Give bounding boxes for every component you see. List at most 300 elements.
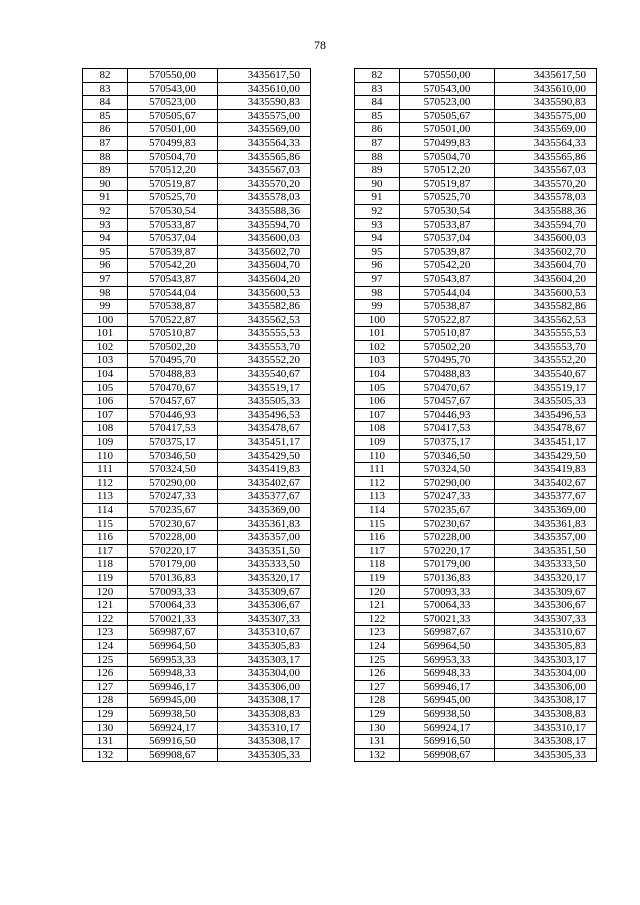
column-gap xyxy=(311,340,355,354)
right-y-coordinate: 3435505,33 xyxy=(495,395,597,409)
right-y-coordinate: 3435540,67 xyxy=(495,368,597,382)
table-row xyxy=(83,272,597,286)
left-point-number: 108 xyxy=(83,422,128,436)
column-gap xyxy=(311,626,355,640)
left-x-coordinate: 570538,87 xyxy=(128,300,218,314)
left-x-coordinate: 570179,00 xyxy=(128,558,218,572)
left-y-coordinate: 3435377,67 xyxy=(218,490,311,504)
right-point-number: 84 xyxy=(355,96,400,110)
column-gap xyxy=(311,300,355,314)
left-x-coordinate: 570543,87 xyxy=(128,272,218,286)
left-y-coordinate: 3435451,17 xyxy=(218,436,311,450)
right-x-coordinate: 570417,53 xyxy=(400,422,495,436)
table-row xyxy=(83,136,597,150)
table-row xyxy=(83,721,597,735)
column-gap xyxy=(311,164,355,178)
right-y-coordinate: 3435604,20 xyxy=(495,272,597,286)
table-row xyxy=(83,368,597,382)
left-x-coordinate: 570417,53 xyxy=(128,422,218,436)
right-y-coordinate: 3435320,17 xyxy=(495,571,597,585)
right-x-coordinate: 570512,20 xyxy=(400,164,495,178)
right-y-coordinate: 3435309,67 xyxy=(495,585,597,599)
right-y-coordinate: 3435567,03 xyxy=(495,164,597,178)
right-x-coordinate: 570538,87 xyxy=(400,300,495,314)
left-point-number: 95 xyxy=(83,245,128,259)
right-x-coordinate: 570290,00 xyxy=(400,476,495,490)
left-y-coordinate: 3435578,03 xyxy=(218,191,311,205)
left-y-coordinate: 3435304,00 xyxy=(218,667,311,681)
right-point-number: 87 xyxy=(355,136,400,150)
right-y-coordinate: 3435303,17 xyxy=(495,653,597,667)
right-x-coordinate: 569924,17 xyxy=(400,721,495,735)
right-point-number: 82 xyxy=(355,69,400,83)
right-y-coordinate: 3435569,00 xyxy=(495,123,597,137)
column-gap xyxy=(311,218,355,232)
table-row xyxy=(83,463,597,477)
right-point-number: 106 xyxy=(355,395,400,409)
right-x-coordinate: 570502,20 xyxy=(400,340,495,354)
left-point-number: 90 xyxy=(83,177,128,191)
left-x-coordinate: 570136,83 xyxy=(128,571,218,585)
left-point-number: 86 xyxy=(83,123,128,137)
left-point-number: 115 xyxy=(83,517,128,531)
left-point-number: 98 xyxy=(83,286,128,300)
left-point-number: 123 xyxy=(83,626,128,640)
right-y-coordinate: 3435361,83 xyxy=(495,517,597,531)
column-gap xyxy=(311,735,355,749)
right-x-coordinate: 570550,00 xyxy=(400,69,495,83)
right-y-coordinate: 3435604,70 xyxy=(495,259,597,273)
left-y-coordinate: 3435309,67 xyxy=(218,585,311,599)
left-point-number: 92 xyxy=(83,204,128,218)
column-gap xyxy=(311,395,355,409)
right-y-coordinate: 3435590,83 xyxy=(495,96,597,110)
right-point-number: 93 xyxy=(355,218,400,232)
left-x-coordinate: 570470,67 xyxy=(128,381,218,395)
column-gap xyxy=(311,476,355,490)
left-x-coordinate: 570488,83 xyxy=(128,368,218,382)
left-point-number: 88 xyxy=(83,150,128,164)
right-x-coordinate: 570543,87 xyxy=(400,272,495,286)
left-x-coordinate: 569948,33 xyxy=(128,667,218,681)
table-row xyxy=(83,585,597,599)
table-row xyxy=(83,177,597,191)
table-row xyxy=(83,490,597,504)
table-row xyxy=(83,735,597,749)
column-gap xyxy=(311,259,355,273)
right-y-coordinate: 3435562,53 xyxy=(495,313,597,327)
left-y-coordinate: 3435569,00 xyxy=(218,123,311,137)
table-row xyxy=(83,449,597,463)
right-y-coordinate: 3435308,17 xyxy=(495,694,597,708)
left-x-coordinate: 570499,83 xyxy=(128,136,218,150)
right-y-coordinate: 3435305,33 xyxy=(495,748,597,762)
left-y-coordinate: 3435594,70 xyxy=(218,218,311,232)
table-row xyxy=(83,300,597,314)
table-row xyxy=(83,232,597,246)
left-point-number: 106 xyxy=(83,395,128,409)
left-point-number: 87 xyxy=(83,136,128,150)
table-row xyxy=(83,245,597,259)
right-x-coordinate: 570220,17 xyxy=(400,544,495,558)
left-y-coordinate: 3435567,03 xyxy=(218,164,311,178)
left-point-number: 110 xyxy=(83,449,128,463)
right-y-coordinate: 3435333,50 xyxy=(495,558,597,572)
table-row xyxy=(83,422,597,436)
column-gap xyxy=(311,653,355,667)
right-y-coordinate: 3435519,17 xyxy=(495,381,597,395)
table-row xyxy=(83,204,597,218)
right-x-coordinate: 570247,33 xyxy=(400,490,495,504)
column-gap xyxy=(311,449,355,463)
table-row xyxy=(83,517,597,531)
left-x-coordinate: 570522,87 xyxy=(128,313,218,327)
left-x-coordinate: 569946,17 xyxy=(128,680,218,694)
right-point-number: 126 xyxy=(355,667,400,681)
right-x-coordinate: 569945,00 xyxy=(400,694,495,708)
left-point-number: 113 xyxy=(83,490,128,504)
left-y-coordinate: 3435590,83 xyxy=(218,96,311,110)
right-y-coordinate: 3435306,67 xyxy=(495,599,597,613)
right-x-coordinate: 570530,54 xyxy=(400,204,495,218)
right-x-coordinate: 570542,20 xyxy=(400,259,495,273)
column-gap xyxy=(311,368,355,382)
left-point-number: 109 xyxy=(83,436,128,450)
left-x-coordinate: 570525,70 xyxy=(128,191,218,205)
column-gap xyxy=(311,327,355,341)
right-point-number: 122 xyxy=(355,612,400,626)
left-y-coordinate: 3435308,83 xyxy=(218,707,311,721)
column-gap xyxy=(311,354,355,368)
left-y-coordinate: 3435600,53 xyxy=(218,286,311,300)
table-row xyxy=(83,218,597,232)
left-x-coordinate: 569916,50 xyxy=(128,735,218,749)
right-y-coordinate: 3435610,00 xyxy=(495,82,597,96)
left-x-coordinate: 569945,00 xyxy=(128,694,218,708)
right-x-coordinate: 570539,87 xyxy=(400,245,495,259)
left-point-number: 122 xyxy=(83,612,128,626)
right-point-number: 83 xyxy=(355,82,400,96)
column-gap xyxy=(311,517,355,531)
column-gap xyxy=(311,585,355,599)
right-x-coordinate: 569953,33 xyxy=(400,653,495,667)
right-point-number: 120 xyxy=(355,585,400,599)
right-x-coordinate: 570136,83 xyxy=(400,571,495,585)
left-point-number: 97 xyxy=(83,272,128,286)
right-y-coordinate: 3435602,70 xyxy=(495,245,597,259)
left-x-coordinate: 570530,54 xyxy=(128,204,218,218)
left-point-number: 128 xyxy=(83,694,128,708)
table-row xyxy=(83,531,597,545)
left-x-coordinate: 570505,67 xyxy=(128,109,218,123)
left-x-coordinate: 570523,00 xyxy=(128,96,218,110)
right-y-coordinate: 3435582,86 xyxy=(495,300,597,314)
right-point-number: 128 xyxy=(355,694,400,708)
left-y-coordinate: 3435306,67 xyxy=(218,599,311,613)
right-point-number: 132 xyxy=(355,748,400,762)
left-x-coordinate: 570495,70 xyxy=(128,354,218,368)
table-row xyxy=(83,109,597,123)
left-y-coordinate: 3435351,50 xyxy=(218,544,311,558)
table-row xyxy=(83,680,597,694)
right-x-coordinate: 570495,70 xyxy=(400,354,495,368)
left-point-number: 124 xyxy=(83,639,128,653)
right-x-coordinate: 570519,87 xyxy=(400,177,495,191)
table-row xyxy=(83,96,597,110)
table-row xyxy=(83,327,597,341)
right-point-number: 94 xyxy=(355,232,400,246)
right-x-coordinate: 570228,00 xyxy=(400,531,495,545)
table-row xyxy=(83,571,597,585)
left-x-coordinate: 570510,87 xyxy=(128,327,218,341)
left-y-coordinate: 3435402,67 xyxy=(218,476,311,490)
right-x-coordinate: 569946,17 xyxy=(400,680,495,694)
right-point-number: 115 xyxy=(355,517,400,531)
right-point-number: 108 xyxy=(355,422,400,436)
right-x-coordinate: 570457,67 xyxy=(400,395,495,409)
left-y-coordinate: 3435582,86 xyxy=(218,300,311,314)
right-point-number: 92 xyxy=(355,204,400,218)
left-x-coordinate: 570512,20 xyxy=(128,164,218,178)
column-gap xyxy=(311,504,355,518)
table-row xyxy=(83,354,597,368)
table-row xyxy=(83,667,597,681)
left-y-coordinate: 3435478,67 xyxy=(218,422,311,436)
left-point-number: 99 xyxy=(83,300,128,314)
left-point-number: 107 xyxy=(83,408,128,422)
right-x-coordinate: 570525,70 xyxy=(400,191,495,205)
right-y-coordinate: 3435310,67 xyxy=(495,626,597,640)
column-gap xyxy=(311,436,355,450)
table-row xyxy=(83,82,597,96)
table-row xyxy=(83,69,597,83)
left-y-coordinate: 3435429,50 xyxy=(218,449,311,463)
column-gap xyxy=(311,286,355,300)
right-y-coordinate: 3435588,36 xyxy=(495,204,597,218)
right-point-number: 125 xyxy=(355,653,400,667)
right-x-coordinate: 570021,33 xyxy=(400,612,495,626)
left-x-coordinate: 570064,33 xyxy=(128,599,218,613)
right-y-coordinate: 3435564,33 xyxy=(495,136,597,150)
left-x-coordinate: 570235,67 xyxy=(128,504,218,518)
right-y-coordinate: 3435600,03 xyxy=(495,232,597,246)
right-point-number: 100 xyxy=(355,313,400,327)
right-x-coordinate: 570522,87 xyxy=(400,313,495,327)
column-gap xyxy=(311,599,355,613)
column-gap xyxy=(311,381,355,395)
right-x-coordinate: 570499,83 xyxy=(400,136,495,150)
left-x-coordinate: 570537,04 xyxy=(128,232,218,246)
right-x-coordinate: 569916,50 xyxy=(400,735,495,749)
left-y-coordinate: 3435519,17 xyxy=(218,381,311,395)
right-point-number: 91 xyxy=(355,191,400,205)
left-x-coordinate: 570220,17 xyxy=(128,544,218,558)
column-gap xyxy=(311,245,355,259)
right-point-number: 103 xyxy=(355,354,400,368)
table-row xyxy=(83,504,597,518)
table-row xyxy=(83,639,597,653)
column-gap xyxy=(311,408,355,422)
column-gap xyxy=(311,191,355,205)
left-point-number: 82 xyxy=(83,69,128,83)
table-row xyxy=(83,694,597,708)
left-point-number: 121 xyxy=(83,599,128,613)
right-point-number: 114 xyxy=(355,504,400,518)
left-y-coordinate: 3435610,00 xyxy=(218,82,311,96)
right-point-number: 110 xyxy=(355,449,400,463)
right-x-coordinate: 570324,50 xyxy=(400,463,495,477)
table-row xyxy=(83,707,597,721)
table-row xyxy=(83,191,597,205)
column-gap xyxy=(311,177,355,191)
left-y-coordinate: 3435575,00 xyxy=(218,109,311,123)
left-x-coordinate: 570504,70 xyxy=(128,150,218,164)
left-point-number: 116 xyxy=(83,531,128,545)
right-x-coordinate: 570488,83 xyxy=(400,368,495,382)
right-y-coordinate: 3435419,83 xyxy=(495,463,597,477)
left-y-coordinate: 3435588,36 xyxy=(218,204,311,218)
table-row xyxy=(83,123,597,137)
right-y-coordinate: 3435306,00 xyxy=(495,680,597,694)
right-point-number: 85 xyxy=(355,109,400,123)
right-point-number: 111 xyxy=(355,463,400,477)
left-point-number: 129 xyxy=(83,707,128,721)
right-y-coordinate: 3435553,70 xyxy=(495,340,597,354)
right-x-coordinate: 570093,33 xyxy=(400,585,495,599)
left-y-coordinate: 3435505,33 xyxy=(218,395,311,409)
table-row xyxy=(83,313,597,327)
column-gap xyxy=(311,272,355,286)
table-row xyxy=(83,476,597,490)
left-point-number: 104 xyxy=(83,368,128,382)
left-y-coordinate: 3435306,00 xyxy=(218,680,311,694)
left-y-coordinate: 3435617,50 xyxy=(218,69,311,83)
left-point-number: 103 xyxy=(83,354,128,368)
right-point-number: 116 xyxy=(355,531,400,545)
left-x-coordinate: 570502,20 xyxy=(128,340,218,354)
left-y-coordinate: 3435361,83 xyxy=(218,517,311,531)
left-point-number: 112 xyxy=(83,476,128,490)
column-gap xyxy=(311,490,355,504)
right-x-coordinate: 570346,50 xyxy=(400,449,495,463)
left-y-coordinate: 3435562,53 xyxy=(218,313,311,327)
right-y-coordinate: 3435310,17 xyxy=(495,721,597,735)
left-y-coordinate: 3435419,83 xyxy=(218,463,311,477)
table-row xyxy=(83,395,597,409)
right-y-coordinate: 3435617,50 xyxy=(495,69,597,83)
column-gap xyxy=(311,69,355,83)
right-y-coordinate: 3435478,67 xyxy=(495,422,597,436)
right-point-number: 96 xyxy=(355,259,400,273)
left-point-number: 100 xyxy=(83,313,128,327)
right-point-number: 112 xyxy=(355,476,400,490)
left-x-coordinate: 570093,33 xyxy=(128,585,218,599)
right-x-coordinate: 569938,50 xyxy=(400,707,495,721)
left-x-coordinate: 570539,87 xyxy=(128,245,218,259)
right-y-coordinate: 3435570,20 xyxy=(495,177,597,191)
right-y-coordinate: 3435555,53 xyxy=(495,327,597,341)
right-point-number: 99 xyxy=(355,300,400,314)
right-x-coordinate: 570504,70 xyxy=(400,150,495,164)
left-point-number: 130 xyxy=(83,721,128,735)
table-row xyxy=(83,340,597,354)
left-x-coordinate: 569908,67 xyxy=(128,748,218,762)
right-x-coordinate: 570235,67 xyxy=(400,504,495,518)
right-x-coordinate: 570179,00 xyxy=(400,558,495,572)
left-x-coordinate: 569987,67 xyxy=(128,626,218,640)
right-point-number: 127 xyxy=(355,680,400,694)
left-y-coordinate: 3435555,53 xyxy=(218,327,311,341)
coordinates-table-body xyxy=(83,69,597,762)
right-point-number: 118 xyxy=(355,558,400,572)
table-row xyxy=(83,286,597,300)
right-x-coordinate: 570230,67 xyxy=(400,517,495,531)
table-row xyxy=(83,558,597,572)
right-x-coordinate: 570064,33 xyxy=(400,599,495,613)
right-point-number: 104 xyxy=(355,368,400,382)
left-x-coordinate: 570228,00 xyxy=(128,531,218,545)
table-row xyxy=(83,599,597,613)
right-x-coordinate: 570523,00 xyxy=(400,96,495,110)
left-point-number: 131 xyxy=(83,735,128,749)
right-x-coordinate: 570501,00 xyxy=(400,123,495,137)
right-x-coordinate: 569948,33 xyxy=(400,667,495,681)
right-x-coordinate: 570505,67 xyxy=(400,109,495,123)
left-x-coordinate: 570501,00 xyxy=(128,123,218,137)
column-gap xyxy=(311,612,355,626)
left-y-coordinate: 3435565,86 xyxy=(218,150,311,164)
left-point-number: 84 xyxy=(83,96,128,110)
right-point-number: 130 xyxy=(355,721,400,735)
left-x-coordinate: 570446,93 xyxy=(128,408,218,422)
left-point-number: 120 xyxy=(83,585,128,599)
left-x-coordinate: 569938,50 xyxy=(128,707,218,721)
right-y-coordinate: 3435304,00 xyxy=(495,667,597,681)
left-y-coordinate: 3435305,33 xyxy=(218,748,311,762)
right-y-coordinate: 3435600,53 xyxy=(495,286,597,300)
column-gap xyxy=(311,109,355,123)
left-point-number: 83 xyxy=(83,82,128,96)
right-x-coordinate: 569987,67 xyxy=(400,626,495,640)
table-row xyxy=(83,626,597,640)
left-x-coordinate: 569964,50 xyxy=(128,639,218,653)
left-point-number: 94 xyxy=(83,232,128,246)
column-gap xyxy=(311,748,355,762)
column-gap xyxy=(311,639,355,653)
left-x-coordinate: 570543,00 xyxy=(128,82,218,96)
right-point-number: 121 xyxy=(355,599,400,613)
left-x-coordinate: 570457,67 xyxy=(128,395,218,409)
left-point-number: 114 xyxy=(83,504,128,518)
right-point-number: 102 xyxy=(355,340,400,354)
left-x-coordinate: 570230,67 xyxy=(128,517,218,531)
left-point-number: 127 xyxy=(83,680,128,694)
table-row xyxy=(83,436,597,450)
table-row xyxy=(83,748,597,762)
right-y-coordinate: 3435552,20 xyxy=(495,354,597,368)
left-x-coordinate: 570544,04 xyxy=(128,286,218,300)
left-point-number: 105 xyxy=(83,381,128,395)
left-point-number: 101 xyxy=(83,327,128,341)
left-point-number: 118 xyxy=(83,558,128,572)
column-gap xyxy=(311,721,355,735)
column-gap xyxy=(311,667,355,681)
left-y-coordinate: 3435308,17 xyxy=(218,694,311,708)
table-row xyxy=(83,381,597,395)
left-point-number: 91 xyxy=(83,191,128,205)
left-y-coordinate: 3435604,20 xyxy=(218,272,311,286)
right-point-number: 89 xyxy=(355,164,400,178)
